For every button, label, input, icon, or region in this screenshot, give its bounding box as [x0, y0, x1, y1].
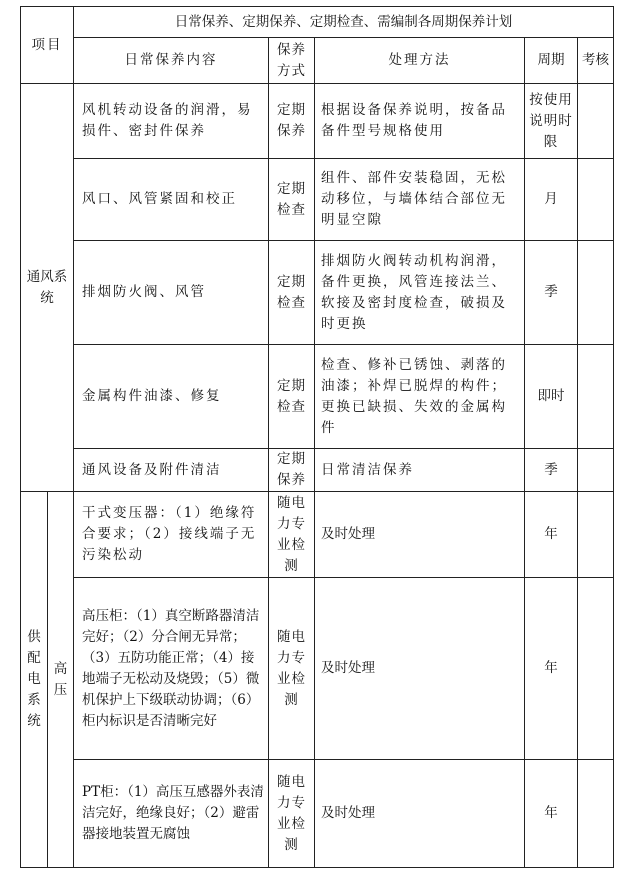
- row-review: [578, 492, 614, 578]
- row-content: 排烟防火阀、风管: [74, 241, 269, 345]
- row-cycle: 月: [525, 159, 578, 241]
- row-mode: 随电力专业检测: [269, 492, 315, 578]
- row-content: 通风设备及附件清洁: [74, 449, 269, 492]
- row-cycle: 季: [525, 449, 578, 492]
- row-content: 风机转动设备的润滑，易损件、密封件保养: [74, 84, 269, 159]
- row-cycle: 年: [525, 492, 578, 578]
- table-row: [21, 345, 614, 449]
- row-review: [578, 345, 614, 449]
- row-content: PT柜：（1）高压互感器外表清洁完好，绝缘良好；（2）避雷器接地装置无腐蚀: [74, 760, 269, 868]
- table-subheader-row: [21, 38, 614, 84]
- row-cycle: 即时: [525, 345, 578, 449]
- header-method: 处理方法: [315, 38, 525, 84]
- row-content: 高压柜：（1）真空断路器清洁完好；（2）分合闸无异常；（3）五防功能正常；（4）接地端子无松动及烧毁；（5）微机保护上下级联动协调；（6）柜内标识是否清晰完好: [74, 578, 269, 760]
- table-header-row: [21, 7, 614, 38]
- table-row: [21, 159, 614, 241]
- row-method: 检查、修补已锈蚀、剥落的油漆；补焊已脱焊的构件；更换已缺损、失效的金属构件: [315, 345, 525, 449]
- row-method: 及时处理: [315, 492, 525, 578]
- row-mode: 随电力专业检测: [269, 578, 315, 760]
- row-content: 金属构件油漆、修复: [74, 345, 269, 449]
- row-review: [578, 449, 614, 492]
- row-cycle: 按使用说明时限: [525, 84, 578, 159]
- row-mode: 定期检查: [269, 241, 315, 345]
- row-cycle: 季: [525, 241, 578, 345]
- table-row: [21, 492, 614, 578]
- row-method: 组件、部件安装稳固，无松动移位，与墙体结合部位无明显空隙: [315, 159, 525, 241]
- row-review: [578, 241, 614, 345]
- row-mode: 定期保养: [269, 449, 315, 492]
- row-review: [578, 159, 614, 241]
- header-review: 考核: [578, 38, 614, 84]
- row-mode: 随电力专业检测: [269, 760, 315, 868]
- header-content: 日常保养内容: [74, 38, 269, 84]
- row-method: 及时处理: [315, 760, 525, 868]
- row-method: 排烟防火阀转动机构润滑，备件更换，风管连接法兰、软接及密封度检查，破损及时更换: [315, 241, 525, 345]
- header-cycle: 周期: [525, 38, 578, 84]
- section-power: 供配电系统: [21, 492, 48, 868]
- row-review: [578, 84, 614, 159]
- row-method: 根据设备保养说明，按备品备件型号规格使用: [315, 84, 525, 159]
- row-mode: 定期保养: [269, 84, 315, 159]
- header-plan-title: 日常保养、定期保养、定期检查、需编制各周期保养计划: [74, 7, 614, 38]
- header-project: 项目: [21, 7, 74, 84]
- row-content: 干式变压器：（1）绝缘符合要求；（2）接线端子无污染松动: [74, 492, 269, 578]
- row-method: 及时处理: [315, 578, 525, 760]
- table-row: [21, 449, 614, 492]
- table-row: [21, 241, 614, 345]
- section-high-voltage: 高压: [48, 492, 74, 868]
- table-row: [21, 84, 614, 159]
- table-row: [21, 760, 614, 868]
- row-mode: 定期检查: [269, 345, 315, 449]
- row-cycle: 年: [525, 578, 578, 760]
- row-method: 日常清洁保养: [315, 449, 525, 492]
- header-mode: 保养方式: [269, 38, 315, 84]
- row-review: [578, 760, 614, 868]
- maintenance-plan-table: [20, 6, 614, 868]
- row-cycle: 年: [525, 760, 578, 868]
- table-row: [21, 578, 614, 760]
- row-mode: 定期检查: [269, 159, 315, 241]
- section-ventilation: 通风系统: [21, 84, 74, 492]
- row-review: [578, 578, 614, 760]
- row-content: 风口、风管紧固和校正: [74, 159, 269, 241]
